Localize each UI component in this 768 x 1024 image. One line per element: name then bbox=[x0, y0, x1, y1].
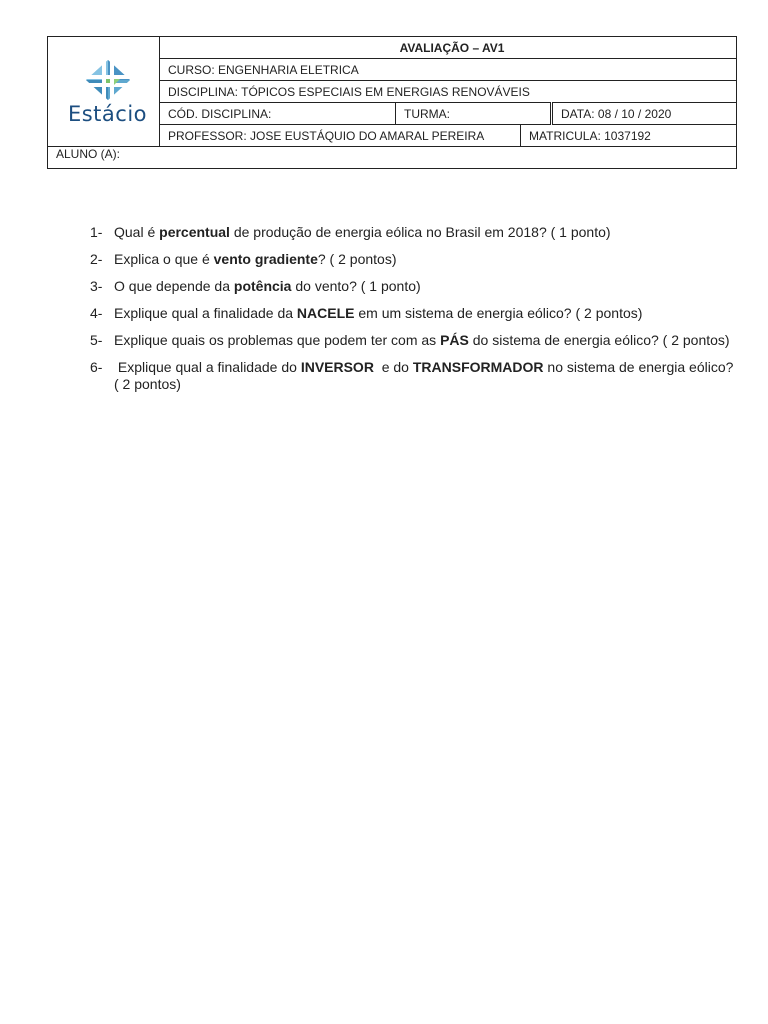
registration-field: MATRICULA: 1037192 bbox=[521, 125, 737, 147]
question-item: 4- Explique qual a finalidade da NACELE em um sistema de energia eólico? ( 2 pontos) bbox=[90, 305, 643, 321]
exam-header-table bbox=[47, 36, 737, 169]
student-field: ALUNO (A): bbox=[48, 147, 737, 169]
discipline-code-field: CÓD. DISCIPLINA: bbox=[160, 103, 396, 125]
class-field: TURMA: bbox=[396, 103, 552, 125]
estacio-logo-text: Estácio bbox=[67, 101, 148, 126]
professor-field: PROFESSOR: JOSE EUSTÁQUIO DO AMARAL PEREIRA bbox=[160, 125, 521, 147]
discipline-field: DISCIPLINA: TÓPICOS ESPECIAIS EM ENERGIAS RENOVÁVEIS bbox=[160, 81, 737, 103]
estacio-logo-icon bbox=[84, 58, 132, 102]
logo-cell bbox=[48, 37, 160, 147]
exam-title: AVALIAÇÃO – AV1 bbox=[160, 37, 737, 59]
question-item: 3- O que depende da potência do vento? ( 1 ponto) bbox=[90, 278, 421, 294]
question-item: 6- Explique qual a finalidade do INVERSOR e do TRANSFORMADOR no sistema de energia eólico? ( 2 pontos) bbox=[90, 359, 734, 392]
question-item: 1- Qual é percentual de produção de energia eólica no Brasil em 2018? ( 1 ponto) bbox=[90, 224, 611, 240]
date-field: DATA: 08 / 10 / 2020 bbox=[552, 103, 737, 125]
question-list bbox=[90, 224, 735, 403]
course-field: CURSO: ENGENHARIA ELETRICA bbox=[160, 59, 737, 81]
estacio-logo bbox=[56, 58, 159, 126]
question-item: 2- Explica o que é vento gradiente? ( 2 pontos) bbox=[90, 251, 397, 267]
question-item: 5- Explique quais os problemas que podem ter com as PÁS do sistema de energia eólico? ( 2 pontos) bbox=[90, 332, 730, 348]
